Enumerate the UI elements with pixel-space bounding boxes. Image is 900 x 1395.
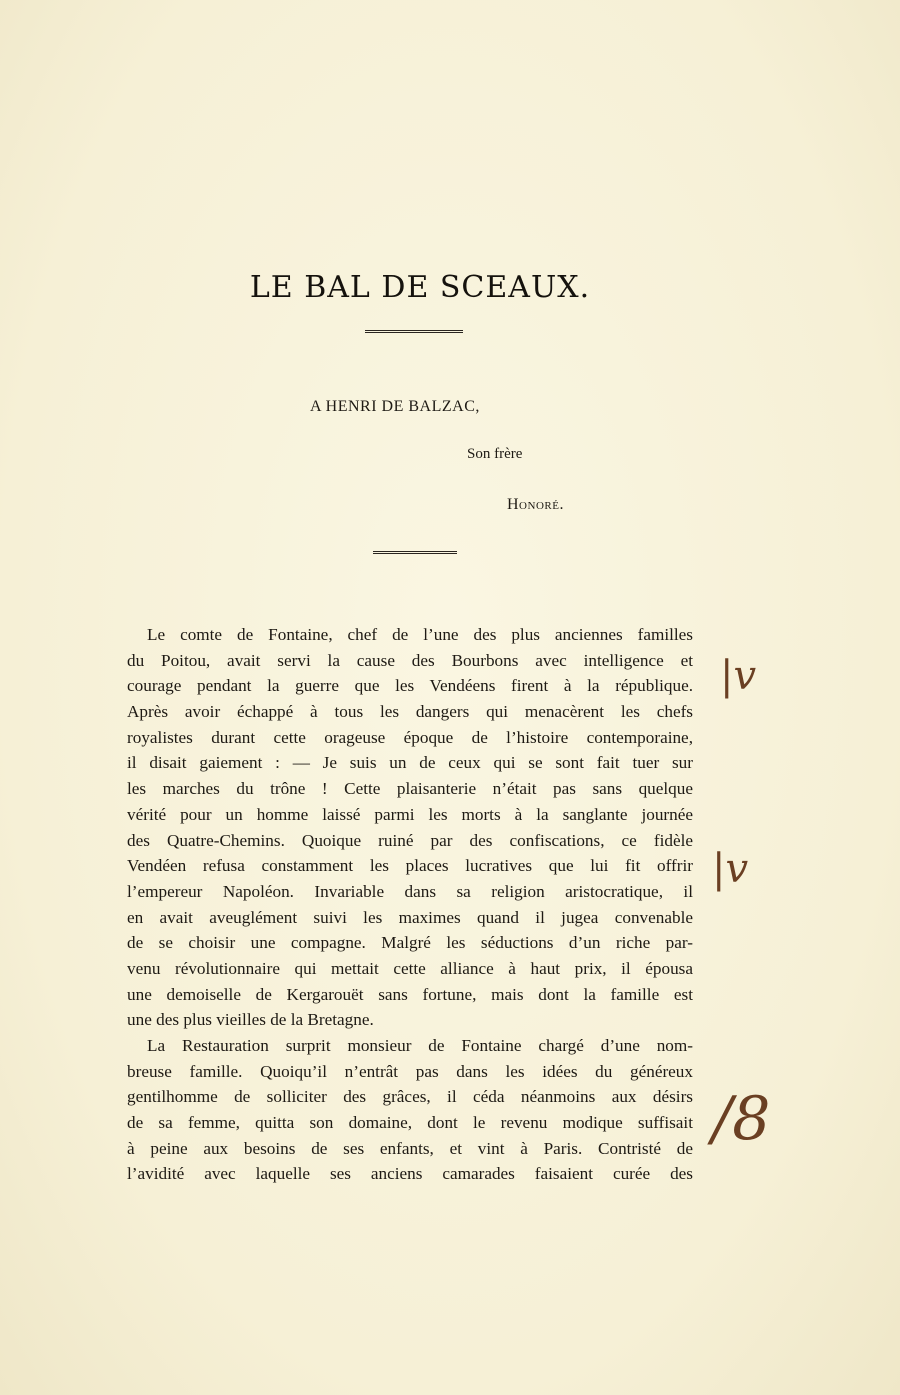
- margin-note-3: /8: [712, 1084, 771, 1154]
- text-line: La Restauration surprit monsieur de Fontaine chargé d’une nom-: [147, 1036, 693, 1055]
- text-line: Le comte de Fontaine, chef de l’une des plus anciennes familles: [147, 625, 693, 644]
- text-line: courage pendant la guerre que les Vendéens firent à la république.: [127, 676, 693, 696]
- body-text: [127, 622, 693, 1187]
- dedication: A HENRI DE BALZAC,: [310, 398, 480, 415]
- chapter-title: LE BAL DE SCEAUX.: [249, 270, 591, 306]
- text-line: royalistes durant cette orageuse époque de l’histoire contemporaine,: [127, 727, 693, 747]
- text-line: de sa femme, quitta son domaine, dont le revenu modique suffisait: [127, 1113, 693, 1133]
- text-line: l’empereur Napoléon. Invariable dans sa religion aristocratique, il: [127, 881, 693, 901]
- text-line: à peine aux besoins de ses enfants, et vint à Paris. Contristé de: [127, 1138, 693, 1158]
- dedication-relation: Son frère: [467, 446, 523, 462]
- text-line: il disait gaiement : — Je suis un de ceux qui se sont fait tuer sur: [127, 753, 693, 773]
- dedication-signature: Honoré.: [507, 496, 564, 513]
- text-line: une des plus vieilles de la Bretagne.: [127, 1010, 374, 1030]
- text-line: Vendéen refusa constamment les places lucratives que lui fit offrir: [127, 856, 693, 876]
- text-line: l’avidité avec laquelle ses anciens camarades faisaient curée des: [127, 1164, 693, 1184]
- text-line: en avait aveuglément suivi les maximes quand il jugea convenable: [127, 907, 693, 927]
- text-line: venu révolutionnaire qui mettait cette alliance à haut prix, il épousa: [127, 958, 693, 978]
- text-line: une demoiselle de Kergarouët sans fortune, mais dont la famille est: [127, 984, 693, 1004]
- text-line: gentilhomme de solliciter des grâces, il céda néanmoins aux désirs: [127, 1087, 693, 1107]
- paragraph-2: [127, 1033, 693, 1187]
- title-rule: [365, 330, 463, 333]
- text-line: des Quatre-Chemins. Quoique ruiné par des confiscations, ce fidèle: [127, 830, 693, 850]
- margin-note-1: |v: [720, 653, 757, 699]
- text-line: de se choisir une compagne. Malgré les séductions d’un riche par-: [127, 933, 693, 953]
- text-line: vérité pour un homme laissé parmi les morts à la sanglante journée: [127, 804, 693, 824]
- text-line: Après avoir échappé à tous les dangers qui menacèrent les chefs: [127, 702, 693, 722]
- paragraph-1: [127, 622, 693, 1033]
- dedication-rule: [373, 551, 457, 554]
- text-line: breuse famille. Quoiqu’il n’entrât pas dans les idées du généreux: [127, 1061, 693, 1081]
- margin-note-2: |v: [712, 846, 749, 892]
- text-line: du Poitou, avait servi la cause des Bourbons avec intelligence et: [127, 650, 693, 670]
- text-line: les marches du trône ! Cette plaisanterie n’était pas sans quelque: [127, 779, 693, 799]
